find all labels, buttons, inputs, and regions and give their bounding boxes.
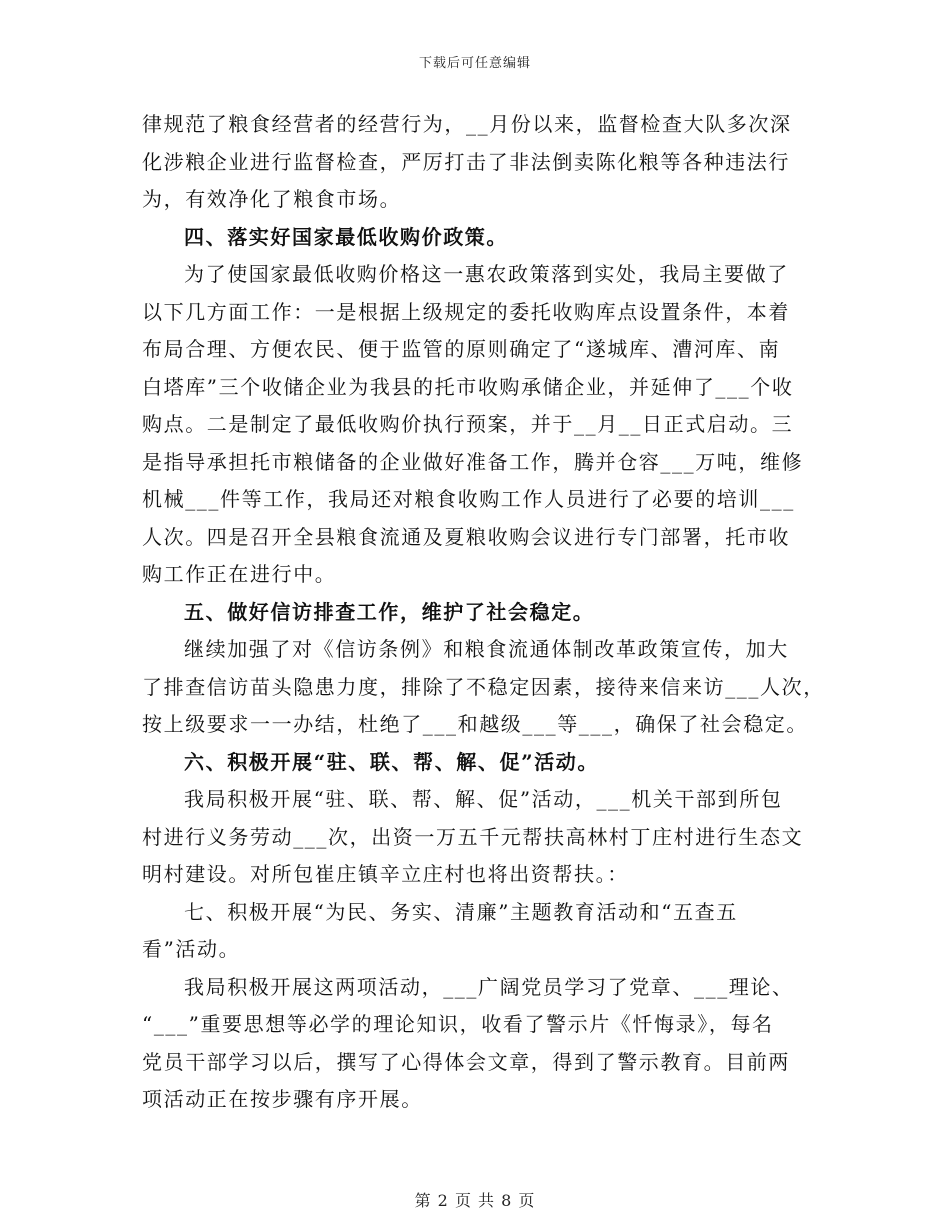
text-line: “___”重要思想等必学的理论知识，收看了警示片《忏悔录》，每名 [142,1012,774,1036]
text-line: 项活动正在按步骤有序开展。 [142,1087,423,1111]
text-line: 购工作正在进行中。 [142,562,337,586]
text-line: 按上级要求一一办结，杜绝了___和越级___等___，确保了社会稳定。 [142,712,808,736]
text-line: 购点。二是制定了最低收购价执行预案，并于__月__日正式启动。三 [142,412,794,436]
text-line: 布局合理、方便农民、便于监管的原则确定了“遂城库、漕河库、南 [142,337,781,361]
page-footer: 第 2 页 共 8 页 [414,1191,536,1210]
text-line: 人次。四是召开全县粮食流通及夏粮收购会议进行专门部署，托市收 [142,524,790,549]
text-line: 看”活动。 [142,937,241,961]
section-heading: 六、积极开展“驻、联、帮、解、促”活动。 [184,749,600,774]
text-line: 党员干部学习以后，撰写了心得体会文章，得到了警示教育。目前两 [142,1049,790,1074]
text-line: 七、积极开展“为民、务实、清廉”主题教育活动和“五查五 [184,899,738,924]
text-line: 机械___件等工作，我局还对粮食收购工作人员进行了必要的培训___ [142,487,795,511]
text-line: 了排查信访苗头隐患力度，排除了不稳定因素，接待来信来访___人次， [142,674,825,699]
text-line: 村进行义务劳动___次，出资一万五千元帮扶高林村丁庄村进行生态文 [142,824,804,849]
section-heading: 五、做好信访排查工作，维护了社会稳定。 [184,599,595,624]
text-line: 白塔库”三个收储企业为我县的托市收购承储企业，并延伸了___个收 [142,374,794,399]
text-line: 化涉粮企业进行监督检查，严厉打击了非法倒卖陈化粮等各种违法行 [142,149,790,174]
text-line: 为，有效净化了粮食市场。 [142,187,402,211]
text-line: 明村建设。对所包崔庄镇辛立庄村也将出资帮扶。： [142,862,629,886]
document-body [142,106,825,1119]
text-line: 是指导承担托市粮储备的企业做好准备工作，腾并仓容___万吨，维修 [142,449,804,474]
section-heading: 四、落实好国家最低收购价政策。 [184,224,508,249]
text-line: 我局积极开展“驻、联、帮、解、促”活动，___机关干部到所包 [184,787,783,811]
text-line: 为了使国家最低收购价格这一惠农政策落到实处，我局主要做了 [184,262,789,286]
page-header: 下载后可任意编辑 [418,56,531,71]
text-line: 我局积极开展这两项活动，___广阔党员学习了党章、___理论、 [184,974,794,999]
text-line: 以下几方面工作：一是根据上级规定的委托收购库点设置条件，本着 [142,299,790,324]
text-line: 律规范了粮食经营者的经营行为，__月份以来，监督检查大队多次深 [142,112,792,136]
text-line: 继续加强了对《信访条例》和粮食流通体制改革政策宣传，加大 [184,637,789,661]
